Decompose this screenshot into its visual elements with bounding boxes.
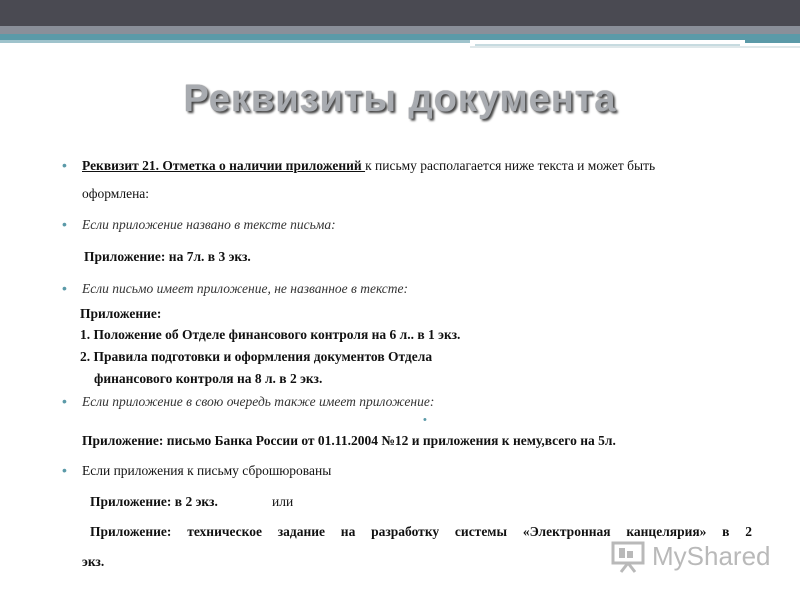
- text-line: Приложение: на 7л. в 3 экз.: [84, 249, 251, 264]
- header-stripe: [745, 40, 800, 43]
- text-line: или: [272, 494, 294, 509]
- header-bar-shade: [0, 26, 800, 34]
- bullet-icon: •: [62, 280, 67, 296]
- watermark: [610, 537, 780, 577]
- bullet-icon: •: [62, 462, 67, 478]
- text-line: Если письмо имеет приложение, не названное в тексте:: [82, 281, 409, 296]
- text-line: Если приложения к письму сброшюрованы: [82, 463, 332, 478]
- text-line: Приложение:: [80, 306, 162, 321]
- text-line: оформлена:: [82, 186, 150, 201]
- text-line: Если приложение в свою очередь также имеет приложение:: [82, 394, 435, 409]
- bullet-icon: •: [62, 393, 67, 409]
- text-line: Приложение: письмо Банка России от 01.11.2004 №12 и приложения к нему,всего на 5л.: [82, 433, 616, 448]
- text-line: [82, 158, 655, 174]
- text-line: 2. Правила подготовки и оформления документов Отдела: [80, 349, 433, 364]
- text-line: финансового контроля на 8 л. в 2 экз.: [94, 371, 323, 386]
- presentation-icon: [610, 537, 646, 573]
- text-line: Если приложение названо в тексте письма:: [82, 217, 336, 232]
- bullet-icon: •: [62, 157, 67, 173]
- slide-title: Реквизиты документа: [183, 78, 617, 120]
- text-bold: Реквизит 21. Отметка о наличии приложений: [82, 158, 366, 173]
- watermark-text: MyShared: [652, 541, 771, 571]
- text-line: 1. Положение об Отделе финансового контроля на 6 л.. в 1 экз.: [80, 327, 461, 342]
- bullet-icon: •: [423, 414, 427, 426]
- text-rest: к письму располагается ниже текста и может быть: [365, 158, 656, 173]
- header-stripe: [0, 40, 470, 43]
- text-line: Приложение: в 2 экз.: [90, 494, 218, 509]
- text-line: Приложение: техническое задание на разработку системы «Электронная канцелярия» в 2: [90, 524, 752, 539]
- bullet-icon: •: [62, 216, 67, 232]
- header-bar: [0, 0, 800, 26]
- header-divider: [470, 46, 800, 48]
- text-line: экз.: [82, 554, 105, 569]
